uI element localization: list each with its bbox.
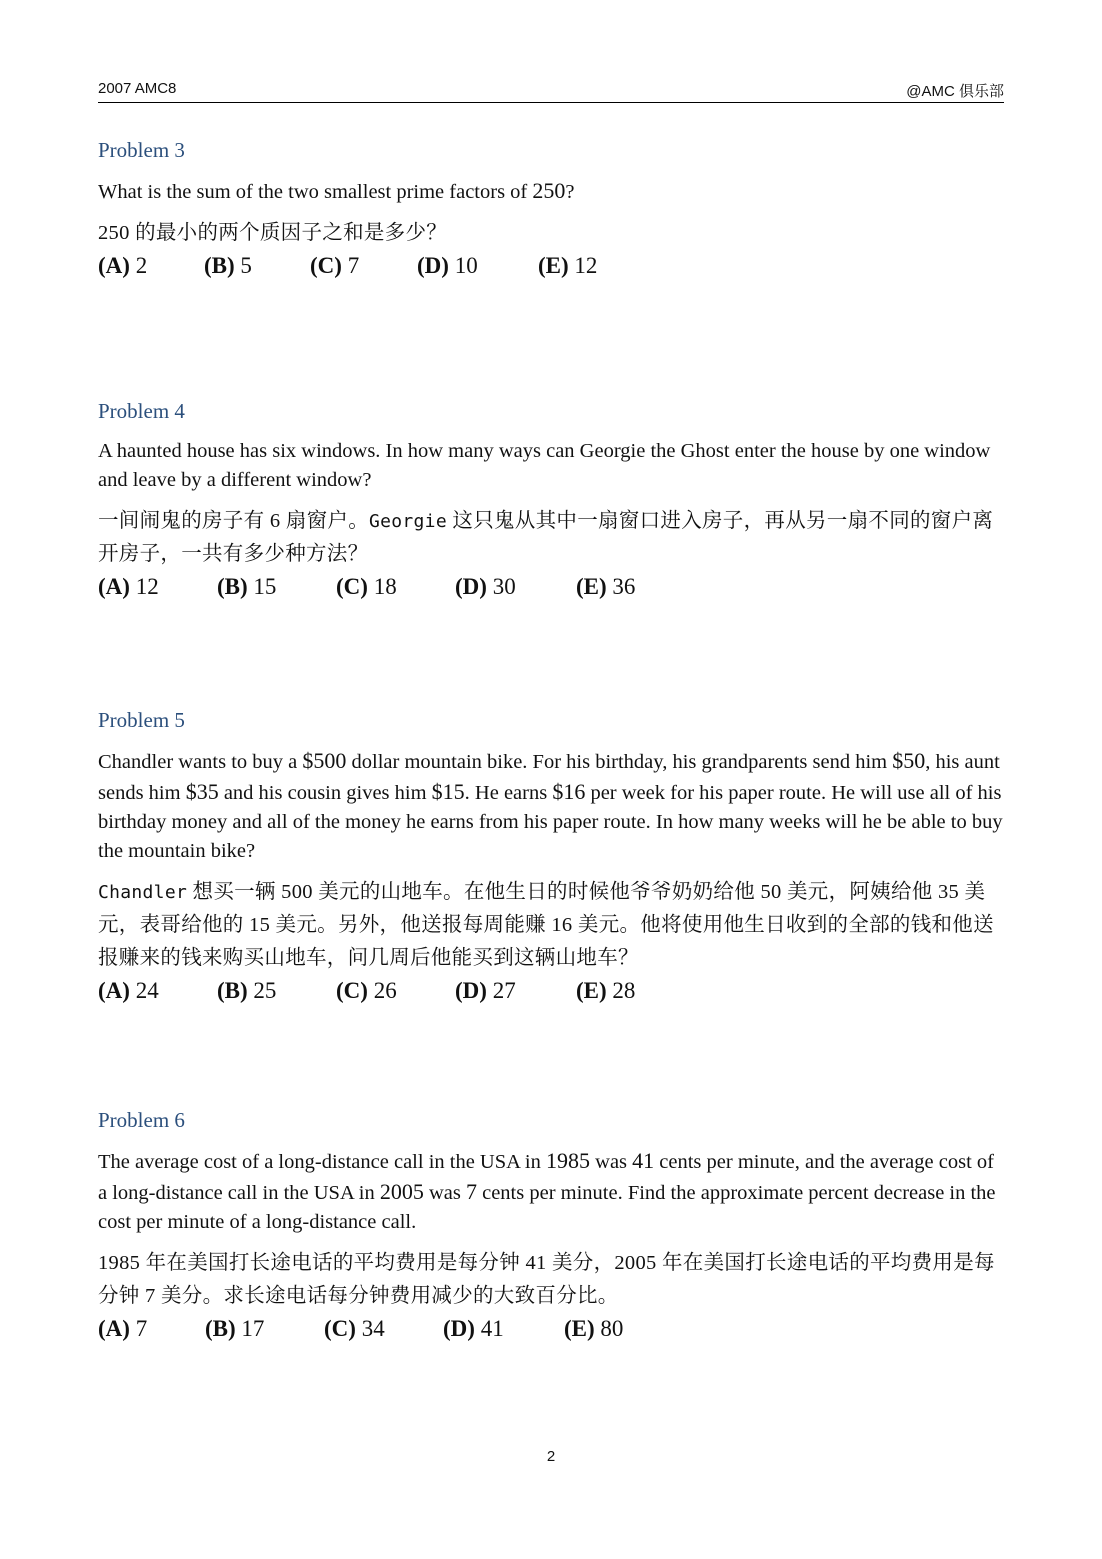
page-header xyxy=(98,80,1004,103)
choice-e: (E) 80 xyxy=(564,1316,624,1341)
choice-d: (D) 10 xyxy=(417,253,478,278)
problem-text-en: The average cost of a long-distance call in the USA in 1985 was 41 cents per minute, and the average cost of a long-distance call in the USA in 2005 was 7 cents per minute. Find the approximate percent decrease in the cost per minute of a long-distance call. xyxy=(98,1148,996,1233)
header-right-brand: @AMC 俱乐部 xyxy=(906,83,1004,100)
choice-d: (D) 27 xyxy=(455,978,516,1003)
choice-b: (B) 15 xyxy=(217,574,277,599)
problem-text-zh: Chandler 想买一辆 500 美元的山地车。在他生日的时候他爷爷奶奶给他 50 美元，阿姨给他 35 美元，表哥给他的 15 美元。另外，他送报每周能赚 16 美元。他将使用他生日收到的全部的钱和他送报赚来的钱来购买山地车，问几周后他能买到这辆山地车？ xyxy=(98,881,994,969)
problem-text-en: A haunted house has six windows. In how many ways can Georgie the Ghost enter the house by one window and leave by a different window? xyxy=(98,440,991,491)
choice-a: (A) 24 xyxy=(98,978,159,1003)
problem-text-zh: 1985 年在美国打长途电话的平均费用是每分钟 41 美分，2005 年在美国打长途电话的平均费用是每分钟 7 美分。求长途电话每分钟费用减少的大致百分比。 xyxy=(98,1252,995,1307)
choice-c: (C) 26 xyxy=(336,978,397,1003)
problem-text-zh: 250 的最小的两个质因子之和是多少？ xyxy=(98,222,448,244)
answer-choices xyxy=(98,571,1004,603)
problem-6 xyxy=(98,1106,1004,1345)
choice-a: (A) 12 xyxy=(98,574,159,599)
answer-choices xyxy=(98,250,1004,282)
answer-choices xyxy=(98,1313,1004,1345)
choice-a: (A) 7 xyxy=(98,1316,148,1341)
problem-3 xyxy=(98,136,1004,282)
problem-title: Problem 6 xyxy=(98,1108,185,1132)
problem-text-en: What is the sum of the two smallest prime factors of 250? xyxy=(98,178,575,203)
choice-e: (E) 28 xyxy=(576,978,636,1003)
choice-b: (B) 5 xyxy=(204,253,252,278)
problem-title: Problem 3 xyxy=(98,138,185,162)
problem-5 xyxy=(98,706,1004,1007)
problem-4 xyxy=(98,397,1004,603)
choice-b: (B) 25 xyxy=(217,978,277,1003)
choice-e: (E) 36 xyxy=(576,574,636,599)
choice-d: (D) 30 xyxy=(455,574,516,599)
choice-e: (E) 12 xyxy=(538,253,598,278)
choice-b: (B) 17 xyxy=(205,1316,265,1341)
problem-title: Problem 4 xyxy=(98,399,185,423)
choice-c: (C) 34 xyxy=(324,1316,385,1341)
page-number: 2 xyxy=(546,1448,556,1465)
answer-choices xyxy=(98,975,1004,1007)
choice-d: (D) 41 xyxy=(443,1316,504,1341)
header-left-title: 2007 AMC8 xyxy=(98,80,177,97)
problem-text-en: Chandler wants to buy a $500 dollar mountain bike. For his birthday, his grandparents send him $50, his aunt sends him $35 and his cousin gives him $15. He earns $16 per week for his paper route. He will use all of his birthday money and all of the money he earns from his paper route. In how many weeks will he be able to buy the mountain bike? xyxy=(98,748,1003,862)
choice-a: (A) 2 xyxy=(98,253,148,278)
choice-c: (C) 18 xyxy=(336,574,397,599)
problem-title: Problem 5 xyxy=(98,708,185,732)
choice-c: (C) 7 xyxy=(310,253,360,278)
problem-text-zh: 一间闹鬼的房子有 6 扇窗户。Georgie 这只鬼从其中一扇窗口进入房子，再从另一扇不同的窗户离开房子，一共有多少种方法？ xyxy=(98,510,994,565)
